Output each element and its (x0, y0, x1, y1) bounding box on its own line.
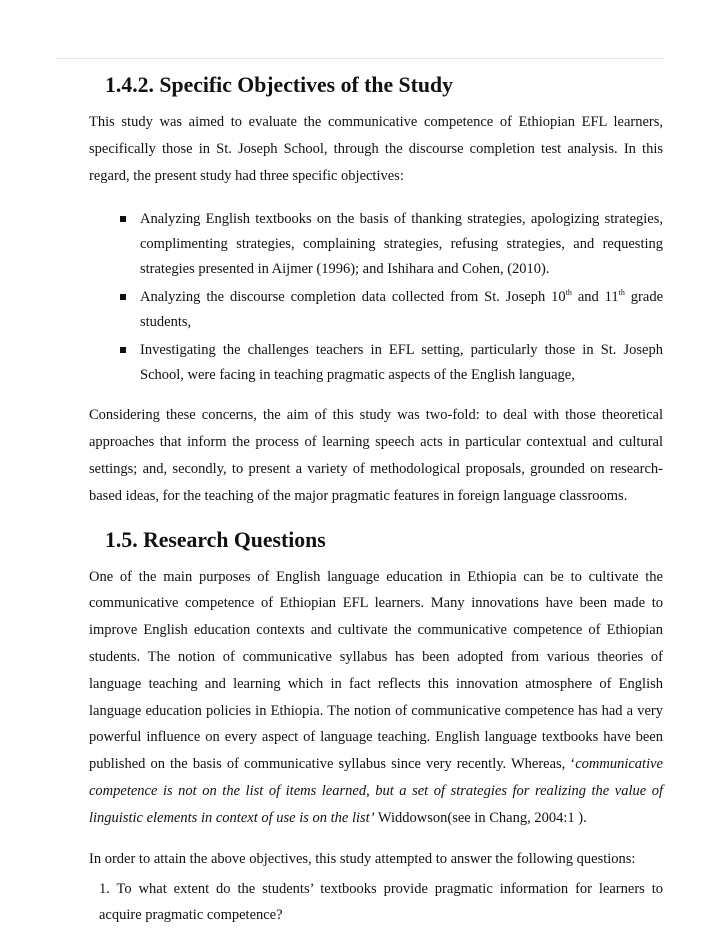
objective-item-1 (89, 207, 663, 282)
paragraph-body-text: One of the main purposes of English language education in Ethiopia can be to cultivate the communicative competence of Ethiopian EFL learners. Many innovations have been made to improve English education contexts and cultivate the communicative competence of Ethiopian students. The notion of communicative syllabus has been adopted from various theories of language teaching and learning which in fact reflects this innovation atmosphere of English language education policies in Ethiopia. The notion of communicative competence has had a very powerful influence on every aspect of language teaching. English language textbooks have been published on the basis of communicative syllabus since very recently. Whereas, ‘ (89, 568, 663, 773)
section-heading-1-5: 1.5. Research Questions (105, 527, 326, 552)
ordinal-suffix: th (618, 288, 625, 298)
objectives-conclusion-paragraph: Considering these concerns, the aim of this study was two-fold: to deal with those theoretical approaches that inform the process of learning speech acts in particular contextual and cultural settings; and, secondly, to present a variety of methodological proposals, grounded on research-based ideas, for the teaching of the major pragmatic features in foreign language classrooms. (89, 407, 663, 504)
square-bullet-icon (120, 216, 126, 222)
square-bullet-icon (120, 294, 126, 300)
objective-text: Analyzing English textbooks on the basis of thanking strategies, apologizing strategies, complimenting strategies, complaining strategies, refusing strategies, and requesting strategies presented in Aijmer (1996); and Ishihara and Cohen, (2010). (140, 211, 663, 278)
objective-item-2 (89, 285, 663, 335)
section-heading-1-4-2: 1.4.2. Specific Objectives of the Study (105, 73, 453, 97)
objectives-list (89, 207, 663, 388)
objective-text: Investigating the challenges teachers in EFL setting, particularly those in St. Joseph School, were facing in teaching pragmatic aspects of the English language, (140, 342, 663, 384)
questions-intro-paragraph: In order to attain the above objectives, this study attempted to answer the following questions: (89, 850, 636, 867)
objective-text-mid: and 11 (571, 289, 619, 306)
objective-text-end: grade students, (140, 289, 664, 331)
objective-item-3 (89, 338, 663, 388)
quoted-definition: communicative competence is not on the list of items learned, but a set of strategies for realizing the value of linguistic elements in context of use is on the list’ (89, 756, 663, 826)
objectives-intro-paragraph: This study was aimed to evaluate the communicative competence of Ethiopian EFL learners, specifically those in St. Joseph School, through the discourse completion test analysis. In this regard, the present study had three specific objectives: (89, 114, 663, 184)
ordinal-suffix: th (565, 288, 572, 298)
research-questions-list (89, 876, 663, 928)
document-body (89, 73, 663, 928)
objective-text-start: Analyzing the discourse completion data collected from St. Joseph 10 (140, 289, 566, 306)
citation-text: Widdowson(see in Chang, 2004:1 ). (374, 809, 587, 826)
page-top-divider (56, 58, 664, 59)
research-questions-paragraph (89, 564, 663, 832)
research-question-item: 1. To what extent do the students’ textbooks provide pragmatic information for learners to acquire pragmatic competence? (99, 881, 663, 924)
square-bullet-icon (120, 347, 126, 353)
